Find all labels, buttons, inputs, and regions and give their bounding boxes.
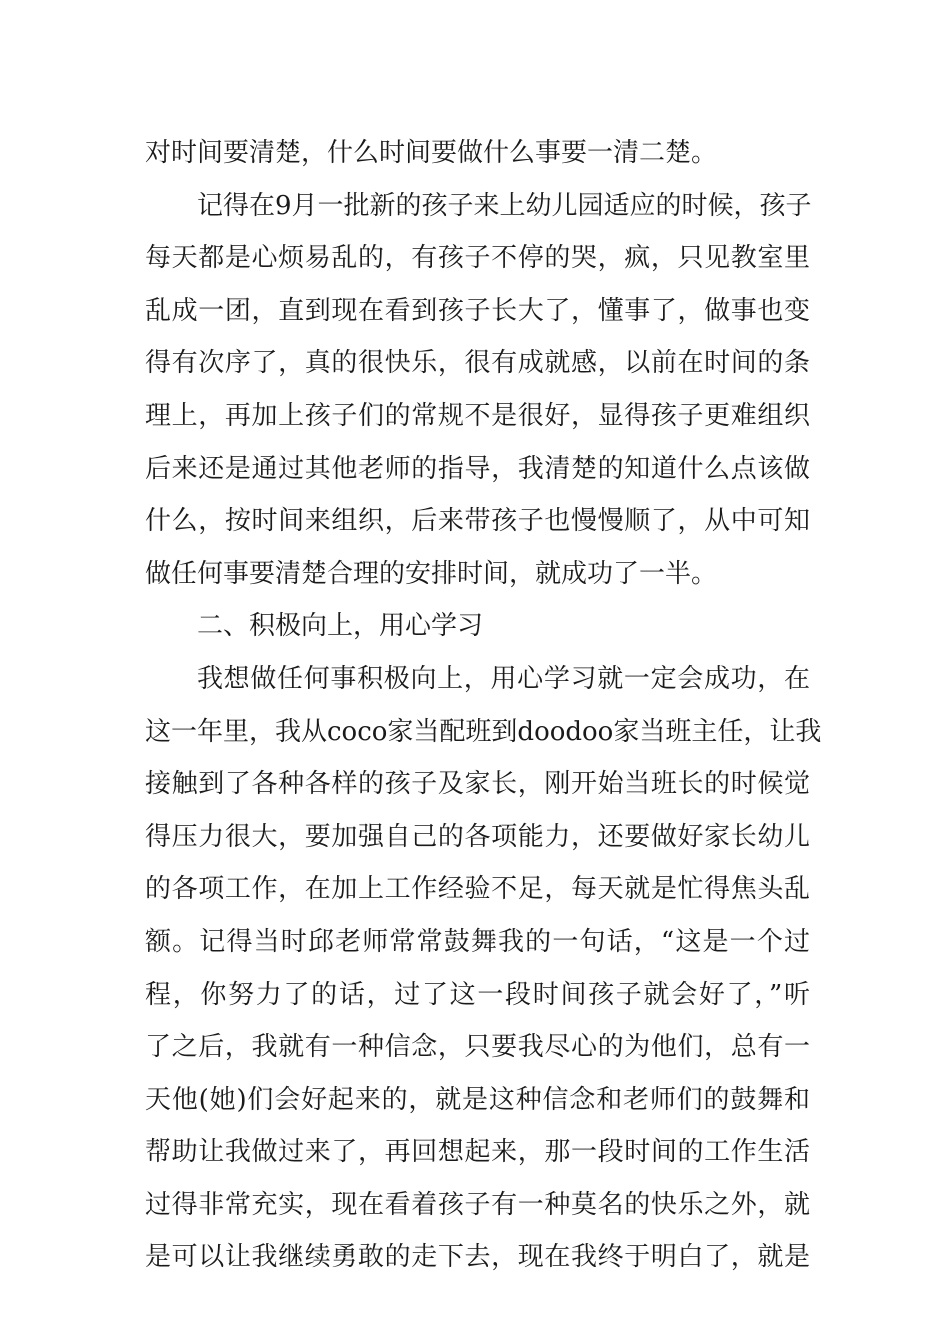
text-line: 过得非常充实，现在看着孩子有一种莫名的快乐之外，就 <box>145 1189 810 1220</box>
text-line: 每天都是心烦易乱的，有孩子不停的哭，疯，只见教室里 <box>145 243 810 274</box>
text-line: 程，你努力了的话，过了这一段时间孩子就会好了，”听 <box>145 979 810 1010</box>
text-line: 得压力很大，要加强自己的各项能力，还要做好家长幼儿 <box>145 821 810 852</box>
text-line: 这一年里，我从coco家当配班到doodoo家当班主任，让我 <box>145 716 822 747</box>
text-line: 记得在9月一批新的孩子来上幼儿园适应的时候，孩子 <box>197 190 812 221</box>
text-line: 二、积极向上，用心学习 <box>197 611 484 642</box>
text-line: 得有次序了，真的很快乐，很有成就感，以前在时间的条 <box>145 348 810 379</box>
text-line: 天他(她)们会好起来的，就是这种信念和老师们的鼓舞和 <box>145 1084 810 1115</box>
body-text <box>145 127 822 1284</box>
text-line: 理上，再加上孩子们的常规不是很好，显得孩子更难组织 <box>145 400 810 431</box>
text-line: 了之后，我就有一种信念，只要我尽心的为他们，总有一 <box>145 1032 810 1063</box>
text-line: 乱成一团，直到现在看到孩子长大了，懂事了，做事也变 <box>145 295 810 326</box>
text-line: 帮助让我做过来了，再回想起来，那一段时间的工作生活 <box>145 1137 810 1168</box>
text-line: 对时间要清楚，什么时间要做什么事要一清二楚。 <box>145 138 718 168</box>
text-line: 接触到了各种各样的孩子及家长，刚开始当班长的时候觉 <box>145 769 810 800</box>
text-line: 是可以让我继续勇敢的走下去，现在我终于明白了，就是 <box>145 1242 810 1273</box>
text-line: 的各项工作，在加上工作经验不足，每天就是忙得焦头乱 <box>145 874 810 905</box>
text-line: 我想做任何事积极向上，用心学习就一定会成功，在 <box>197 663 810 694</box>
text-line: 额。记得当时邱老师常常鼓舞我的一句话，“这是一个过 <box>145 926 810 957</box>
text-line: 做任何事要清楚合理的安排时间，就成功了一半。 <box>145 558 718 589</box>
text-line: 什么，按时间来组织，后来带孩子也慢慢顺了，从中可知 <box>145 506 810 537</box>
text-line: 后来还是通过其他老师的指导，我清楚的知道什么点该做 <box>145 453 810 484</box>
